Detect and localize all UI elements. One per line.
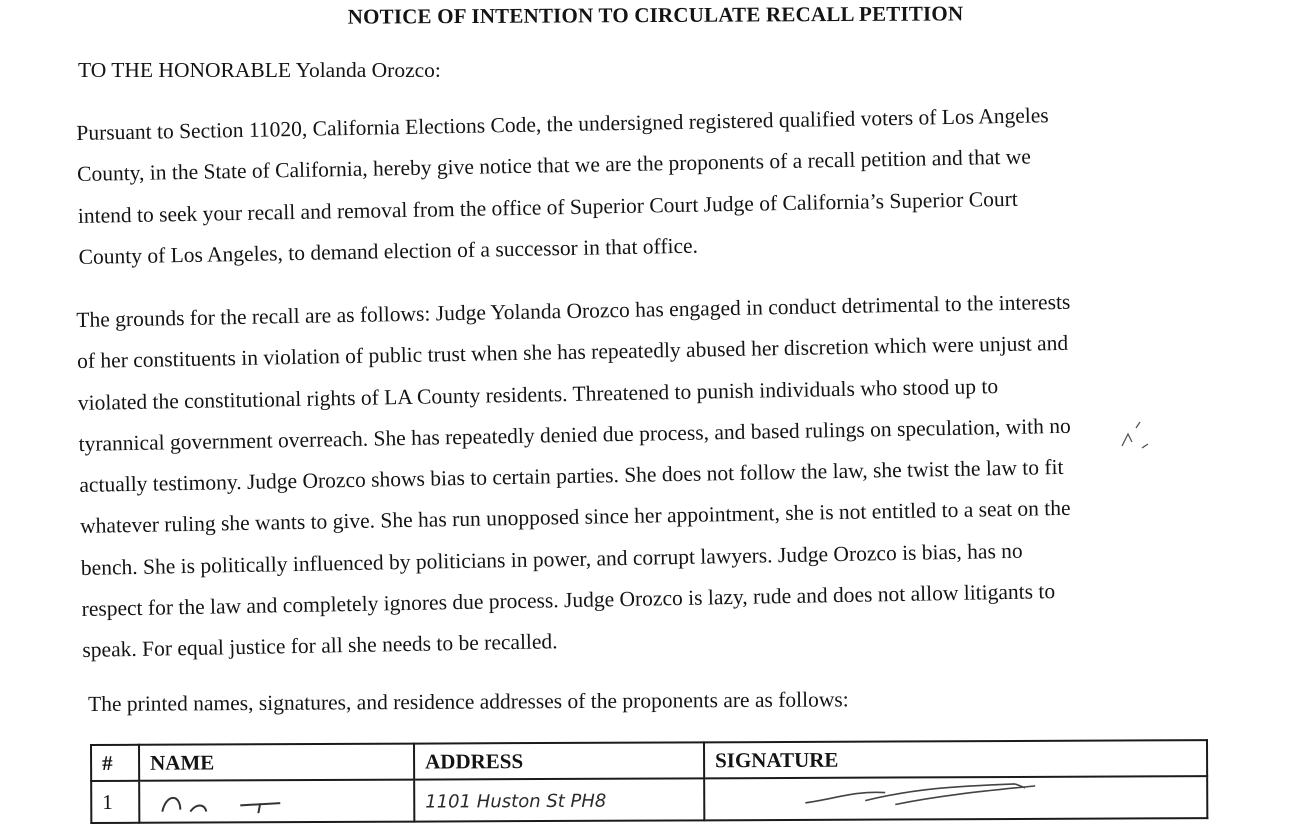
paragraph-section-reference [76, 92, 1209, 278]
paragraph-line: Pursuant to Section 11020, California Elections Code, the undersigned registered qualified voters of Los Angeles [76, 103, 1049, 145]
paragraph-line: actually testimony. Judge Orozco shows bias to certain parties. She does not follow the law, she twist the law to fit [79, 455, 1064, 498]
document-title: NOTICE OF INTENTION TO CIRCULATE RECALL PETITION [347, 1, 964, 29]
proponents-intro: The printed names, signatures, and residence addresses of the proponents are as follows: [88, 687, 849, 716]
table-row [91, 776, 1207, 823]
paragraph-line: The grounds for the recall are as follows: Judge Yolanda Orozco has engaged in conduct detrimental to the interests [76, 289, 1071, 332]
name-cell-handwritten [139, 780, 414, 823]
paragraph-line: bench. She is politically influenced by politicians in power, and corrupt lawyers. Judge Orozco is bias, has no [80, 538, 1023, 580]
handwritten-address: 1101 Huston St PH8 [425, 790, 607, 813]
column-header-number: # [91, 745, 139, 781]
column-header-signature: SIGNATURE [704, 740, 1207, 778]
handwritten-name-mark [150, 783, 350, 814]
paragraph-grounds-for-recall [76, 279, 1213, 671]
paragraph-line: County of Los Angeles, to demand election of a successor in that office. [78, 233, 699, 269]
addressee-line: TO THE HONORABLE Yolanda Orozco: [78, 58, 441, 82]
paragraph-line: respect for the law and completely ignores due process. Judge Orozco is lazy, rude and does not allow litigants to [81, 579, 1056, 622]
row-number: 1 [91, 781, 139, 823]
paragraph-line: tyrannical government overreach. She has repeatedly denied due process, and based rulings on speculation, with no [78, 413, 1071, 456]
paragraph-line: whatever ruling she wants to give. She has run unopposed since her appointment, she is not entitled to a seat on the [79, 496, 1071, 539]
paragraph-line: intend to seek your recall and removal from the office of Superior Court Judge of California’s Superior Court [77, 186, 1018, 228]
proponents-table-wrap [90, 739, 1206, 824]
paragraph-line: of her constituents in violation of public trust when she has repeatedly abused her discretion which were unjust and [76, 331, 1069, 374]
pen-mark [1118, 420, 1158, 450]
column-header-name: NAME [139, 744, 414, 781]
paragraph-line: violated the constitutional rights of LA County residents. Threatened to punish individuals who stood up to [77, 373, 999, 415]
signature-cell [704, 776, 1207, 820]
proponents-table [90, 739, 1208, 824]
address-cell [414, 778, 704, 821]
paragraph-line: speak. For equal justice for all she needs to be recalled. [82, 629, 558, 663]
column-header-address: ADDRESS [414, 742, 704, 779]
signature-mark [715, 779, 1135, 811]
table-header-row [91, 740, 1207, 781]
paragraph-line: County, in the State of California, hereby give notice that we are the proponents of a recall petition and that we [76, 144, 1032, 187]
